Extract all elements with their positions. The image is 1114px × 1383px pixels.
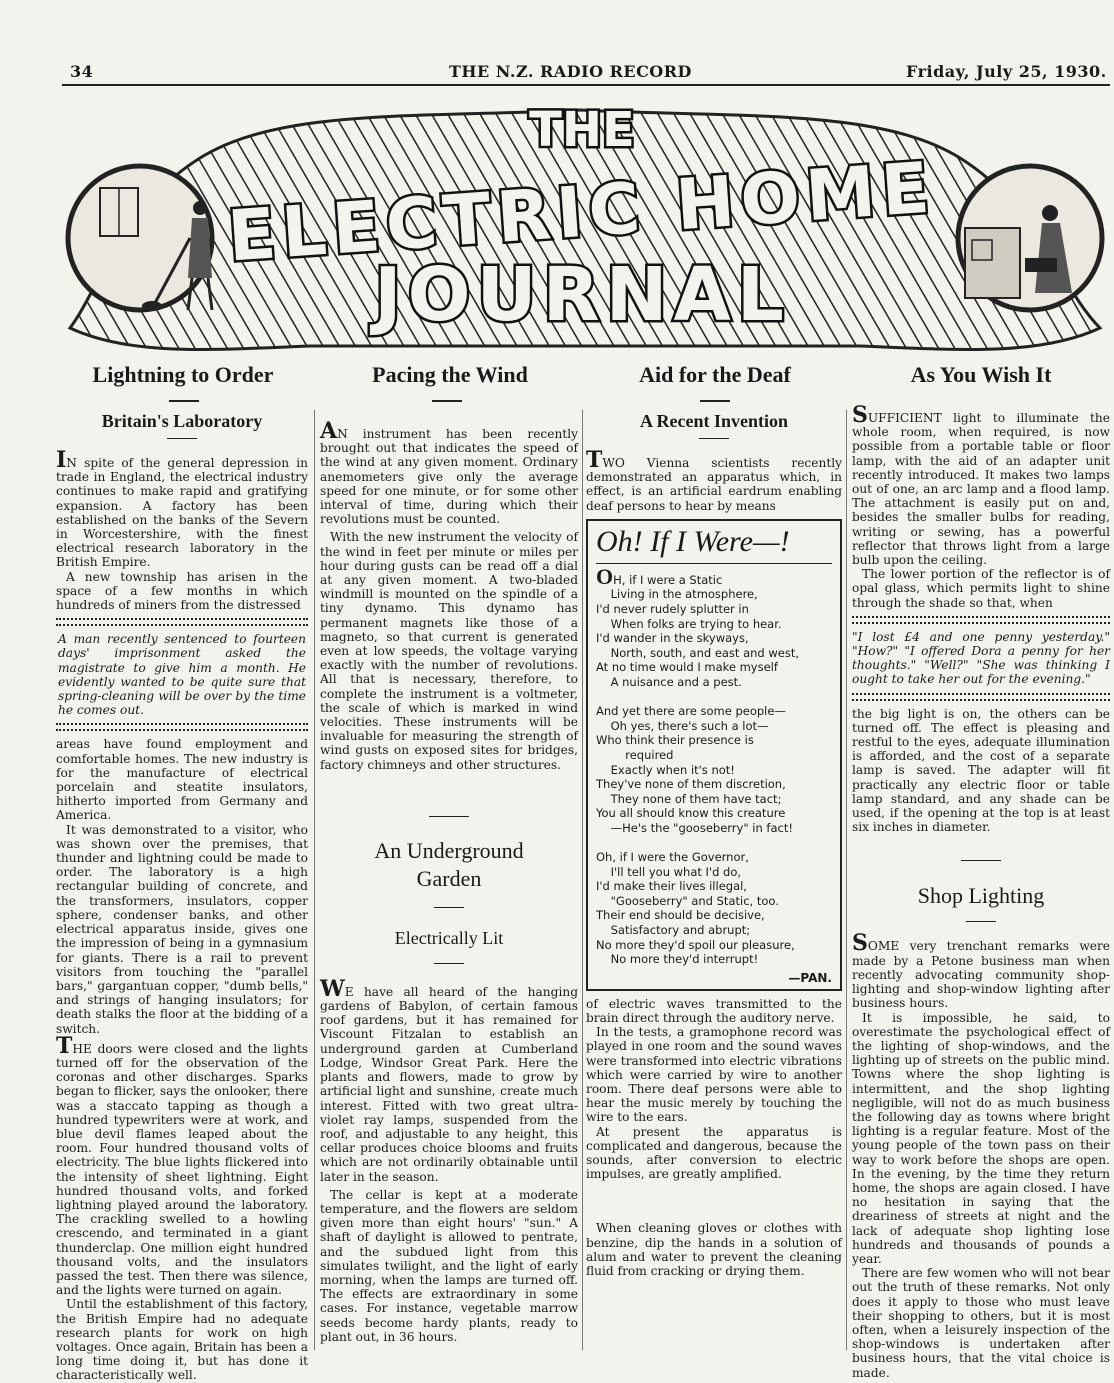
col4-ornament-bottom	[852, 693, 1110, 701]
col4-dropcap-1: S	[852, 402, 868, 428]
col1-para-5: HE doors were closed and the lights turned off for the observation of the coronas and other discharges. Sparks began to flicker, says the onlooker, there was a staccato tapping as though a hundred typewriters were at work, and blue devil flames leaped about the room. Four hundred thousand volts of electricity. The blue lights flickered into the intensity of sheet lightning. Eight hundred thousand volts, and forked lightning played around the laboratory. The crackling swelled to a howling crescendo, and terminated in a giant thunderclap. One million eight hundred thousand volts, and the insulators passed the test. Then there was silence, and the lights were turned on again.	[56, 1041, 308, 1298]
page-number: 34	[70, 62, 94, 81]
publication-title: THE N.Z. RADIO RECORD	[449, 62, 692, 81]
col3-para-2: of electric waves transmitted to the brain direct through the auditory nerve.	[586, 996, 842, 1026]
col1-para-2: A new township has arisen in the space of a few months in which hundreds of miners from the distressed	[56, 569, 308, 613]
col3-para-3: In the tests, a gramophone record was played in one room and the sound waves were transformed into electric vibrations which were carried by wire to another room. There deaf persons were able to hear the music merely by touching the wire to the ears.	[586, 1025, 842, 1125]
col1-joke: A man recently sentenced to fourteen days' imprisonment asked the magistrate to give him a month. He evidently wanted to be quite sure that spring-cleaning will be over by the time he comes out.	[58, 632, 306, 718]
col3-heading: A Recent Invention	[640, 411, 788, 431]
col2-title: Pacing the Wind	[372, 362, 528, 387]
col1-para-1: N spite of the general depression in trade in England, the electrical industry continues to make rapid and gratifying expansion. A factory has been established on the banks of the Severn in Worcestershire, with the finest electrical research laboratory in the British Empire.	[56, 456, 308, 570]
title-rule-1	[169, 400, 199, 402]
col4-para-6: There are few women who will not bear out the truth of these remarks. Not only does it apply to those who must leave their shopping to others, but it is most often, when a leisurely inspection of the shop-windows is undertaken after business hours, that the vital choice is made.	[852, 1266, 1110, 1380]
masthead-banner	[60, 88, 1110, 363]
col4-heading: Shop Lighting	[917, 883, 1045, 909]
poem-text: H, if I were a Static Living in the atmosphere, I'd never rudely splutter in When folks are trying to hear. I'd wander in the skyways, North, south, and east and west, At no time would I make myself A nuisance and a pest. And yet there are some people— Oh yes, there's such a lot— Who think their presence is required Exactly when it's not! They've none of them discretion, They none of them have tact; You all should know this creature —He's the "gooseberry" in fact! Oh, if I were the Governor, I'll tell you what I'd do, I'd make their lives illegal, "Gooseberry" and Static, too. Their end should be decisive, Satisfactory and abrupt; No more they'd spoil our pleasure, No more they'd interrupt!	[596, 572, 800, 967]
col1-heading: Britain's Laboratory	[101, 411, 263, 431]
col1-para-3: areas have found employment and comfortable homes. The new industry is for the manufacture of electrical porcelain and steatite insulators, hitherto imported from Germany and America.	[56, 737, 308, 823]
column-1	[56, 408, 308, 1383]
col1-heading-rule	[167, 438, 197, 439]
col4-para-5: It is impossible, he said, to overestimate the psychological effect of the lighting of shop-windows, and the lighting up of streets on the public mind. Towns where the shop lighting is intermittent, and the shop lighting negligible, will not do as much business the following day as towns where bright lighting is a regular feature. Most of the young people of the town pass on their way to work before the shops are open. In the evening, by the time they return home, the shops are again closed. I have no hesitation in saying that the dreariness of streets at night and the lack of adequate shop lighting lose hundreds and thousands of pounds a year.	[852, 1010, 1110, 1266]
poem-title-rule	[596, 563, 832, 564]
col2-heading-1: An Underground Garden	[374, 837, 524, 891]
col3-para-4: At present the apparatus is complicated and dangerous, because the sounds, after conversion to electric impulses, are greatly amplified.	[586, 1124, 842, 1182]
col2-heading-2: Electrically Lit	[394, 927, 504, 948]
poem-author: —PAN.	[788, 970, 832, 985]
col4-para-1: UFFICIENT light to illuminate the whole room, when required, is now possible from a portable table or floor lamp, with the aid of an adapter unit recently introduced. It makes two lamps out of one, an arc lamp and a flood lamp. The attachment is easily put on and, besides the smaller bulbs for reading, writing or sewing, has a powerful reflector that throws light from a large bulb upon the ceiling.	[852, 411, 1110, 568]
column-4	[852, 402, 1110, 1380]
title-rule-3	[700, 400, 730, 402]
col2-dropcap-2: W	[320, 975, 345, 1002]
column-3	[586, 408, 842, 1278]
column-divider-2	[582, 410, 583, 1350]
col1-dropcap-2: T	[56, 1032, 73, 1059]
issue-date: Friday, July 25, 1930.	[906, 62, 1107, 81]
col1-para-6: Until the establishment of this factory, the British Empire had no adequate research plants for work on high voltages. Once again, Britain has been a long time doing it, but has done it characteristically well.	[56, 1297, 308, 1383]
header-rule	[62, 84, 1110, 86]
col1-para-4: It was demonstrated to a visitor, who was shown over the premises, that thunder and lightning could be made to order. The laboratory is a high rectangular building of concrete, and the transformers, insulators, copper sphere, condenser banks, and other electrical apparatus inside, gives one the impression of being in a gymnasium for giants. There is a rail to prevent visitors from touching the "parallel bars," gargantuan copper, "dumb bells," and strings of hanging insulators; for death stalks the floor at the bidding of a switch.	[56, 822, 308, 1036]
col1-title: Lightning to Order	[92, 362, 274, 387]
col2-heading-rule	[434, 907, 464, 908]
col4-joke: "I lost £4 and one penny yesterday." "How?" "I offered Dora a penny for her thoughts." "Well?" "She was thinking I ought to take her out for the evening."	[852, 629, 1110, 687]
poem-dropcap: O	[596, 563, 614, 589]
col1-article-1	[56, 447, 308, 613]
poem-box	[586, 519, 842, 991]
col4-ornament-top	[852, 616, 1110, 624]
title-rule-2	[432, 400, 462, 402]
col1-ornament-bottom	[56, 723, 308, 731]
column-divider-3	[846, 410, 847, 1350]
col3-heading-rule	[699, 438, 729, 439]
col3-tip: When cleaning gloves or clothes with benzine, dip the hands in a solution of alum and water to prevent the cleaning fluid from cracking or drying them.	[586, 1221, 842, 1279]
col3-title: Aid for the Deaf	[639, 362, 791, 387]
col2-para-2: With the new instrument the velocity of the wind in feet per minute or miles per hour during gusts can be read off a dial at any given moment. A two-bladed windmill is mounted on the spindle of a tiny dynamo. This dynamo has permanent magnets like those of a magneto, so that current is generated even at low speeds, the voltage varying exactly with the number of revolutions. All that is necessary, therefore, to complete the instrument is a voltmeter, the scale of which is marked in wind velocities. These instruments will be invaluable for measuring the strength of wind gusts on exposed sites for bridges, factory chimneys and other structures.	[320, 530, 578, 772]
col3-dropcap-1: T	[586, 447, 603, 473]
banner-title-electric-home: ELECTRIC HOME	[225, 146, 938, 278]
column-2	[320, 418, 578, 1344]
col1-dropcap-1: I	[56, 447, 67, 473]
col1-ornament-top	[56, 618, 308, 626]
col2-para-3: E have all heard of the hanging gardens of Babylon, of certain famous roof gardens, but it has remained for Viscount Fitzalan to establish an underground garden at Cumberland Lodge, Windsor Great Park. Here the plants and flowers, made to grow by artificial light and sunshine, create much interest. Fitted with two great ultra-violet ray lamps, suspended from the roof, and adjustable to any height, this cellar produces choice blooms and fruits which are not ordinarily obtainable until later in the season.	[320, 984, 578, 1184]
col2-subheading-rule	[434, 963, 464, 964]
col2-section-rule	[429, 816, 469, 817]
col4-para-2: The lower portion of the reflector is of opal glass, which permits light to shine through the shade so that, when	[852, 567, 1110, 610]
banner-title-the: THE	[529, 102, 635, 158]
col2-para-4: The cellar is kept at a moderate temperature, and the flowers are seldom given more than eight hours' "sun." A shaft of daylight is allowed to pentrate, and the subdued light from this simulates twilight, and the light of early morning, when the lamps are turned off. The effects are extraordinary in some cases. For instance, vegetable marrow seeds become hardy plants, ready to plant out, in 36 hours.	[320, 1187, 578, 1344]
poem-title: Oh! If I Were—!	[596, 524, 790, 558]
column-divider-1	[314, 410, 315, 1350]
col4-title: As You Wish It	[910, 362, 1052, 387]
col2-dropcap-1: A	[320, 418, 338, 444]
col4-section-rule	[961, 860, 1001, 861]
col4-para-3: the big light is on, the others can be turned off. The effect is pleasing and restful to the eyes, adequate illumination is afforded, and the cost of a separate lamp is saved. The adapter will fit practically any electric floor or table lamp standard, and any shade can be used, if the opening at the top is at least six inches in diameter.	[852, 706, 1110, 835]
col4-para-4: OME very trenchant remarks were made by a Petone business man when recently advocating community shop-lighting and shop-window lighting after business hours.	[852, 939, 1110, 1011]
col3-para-1: WO Vienna scientists recently demonstrated an apparatus which, in effect, is an artificial eardrum enabling deaf persons to hear by means	[586, 456, 842, 513]
col4-dropcap-2: S	[852, 930, 868, 957]
banner-title-journal: JOURNAL	[374, 252, 790, 338]
col2-para-1: N instrument has been recently brought out that indicates the speed of the wind at any given moment. Ordinary anemometers give only the average speed for one minute, or for some other interval of time, during which their revolutions must be counted.	[320, 427, 578, 527]
col4-heading-rule	[966, 921, 996, 922]
